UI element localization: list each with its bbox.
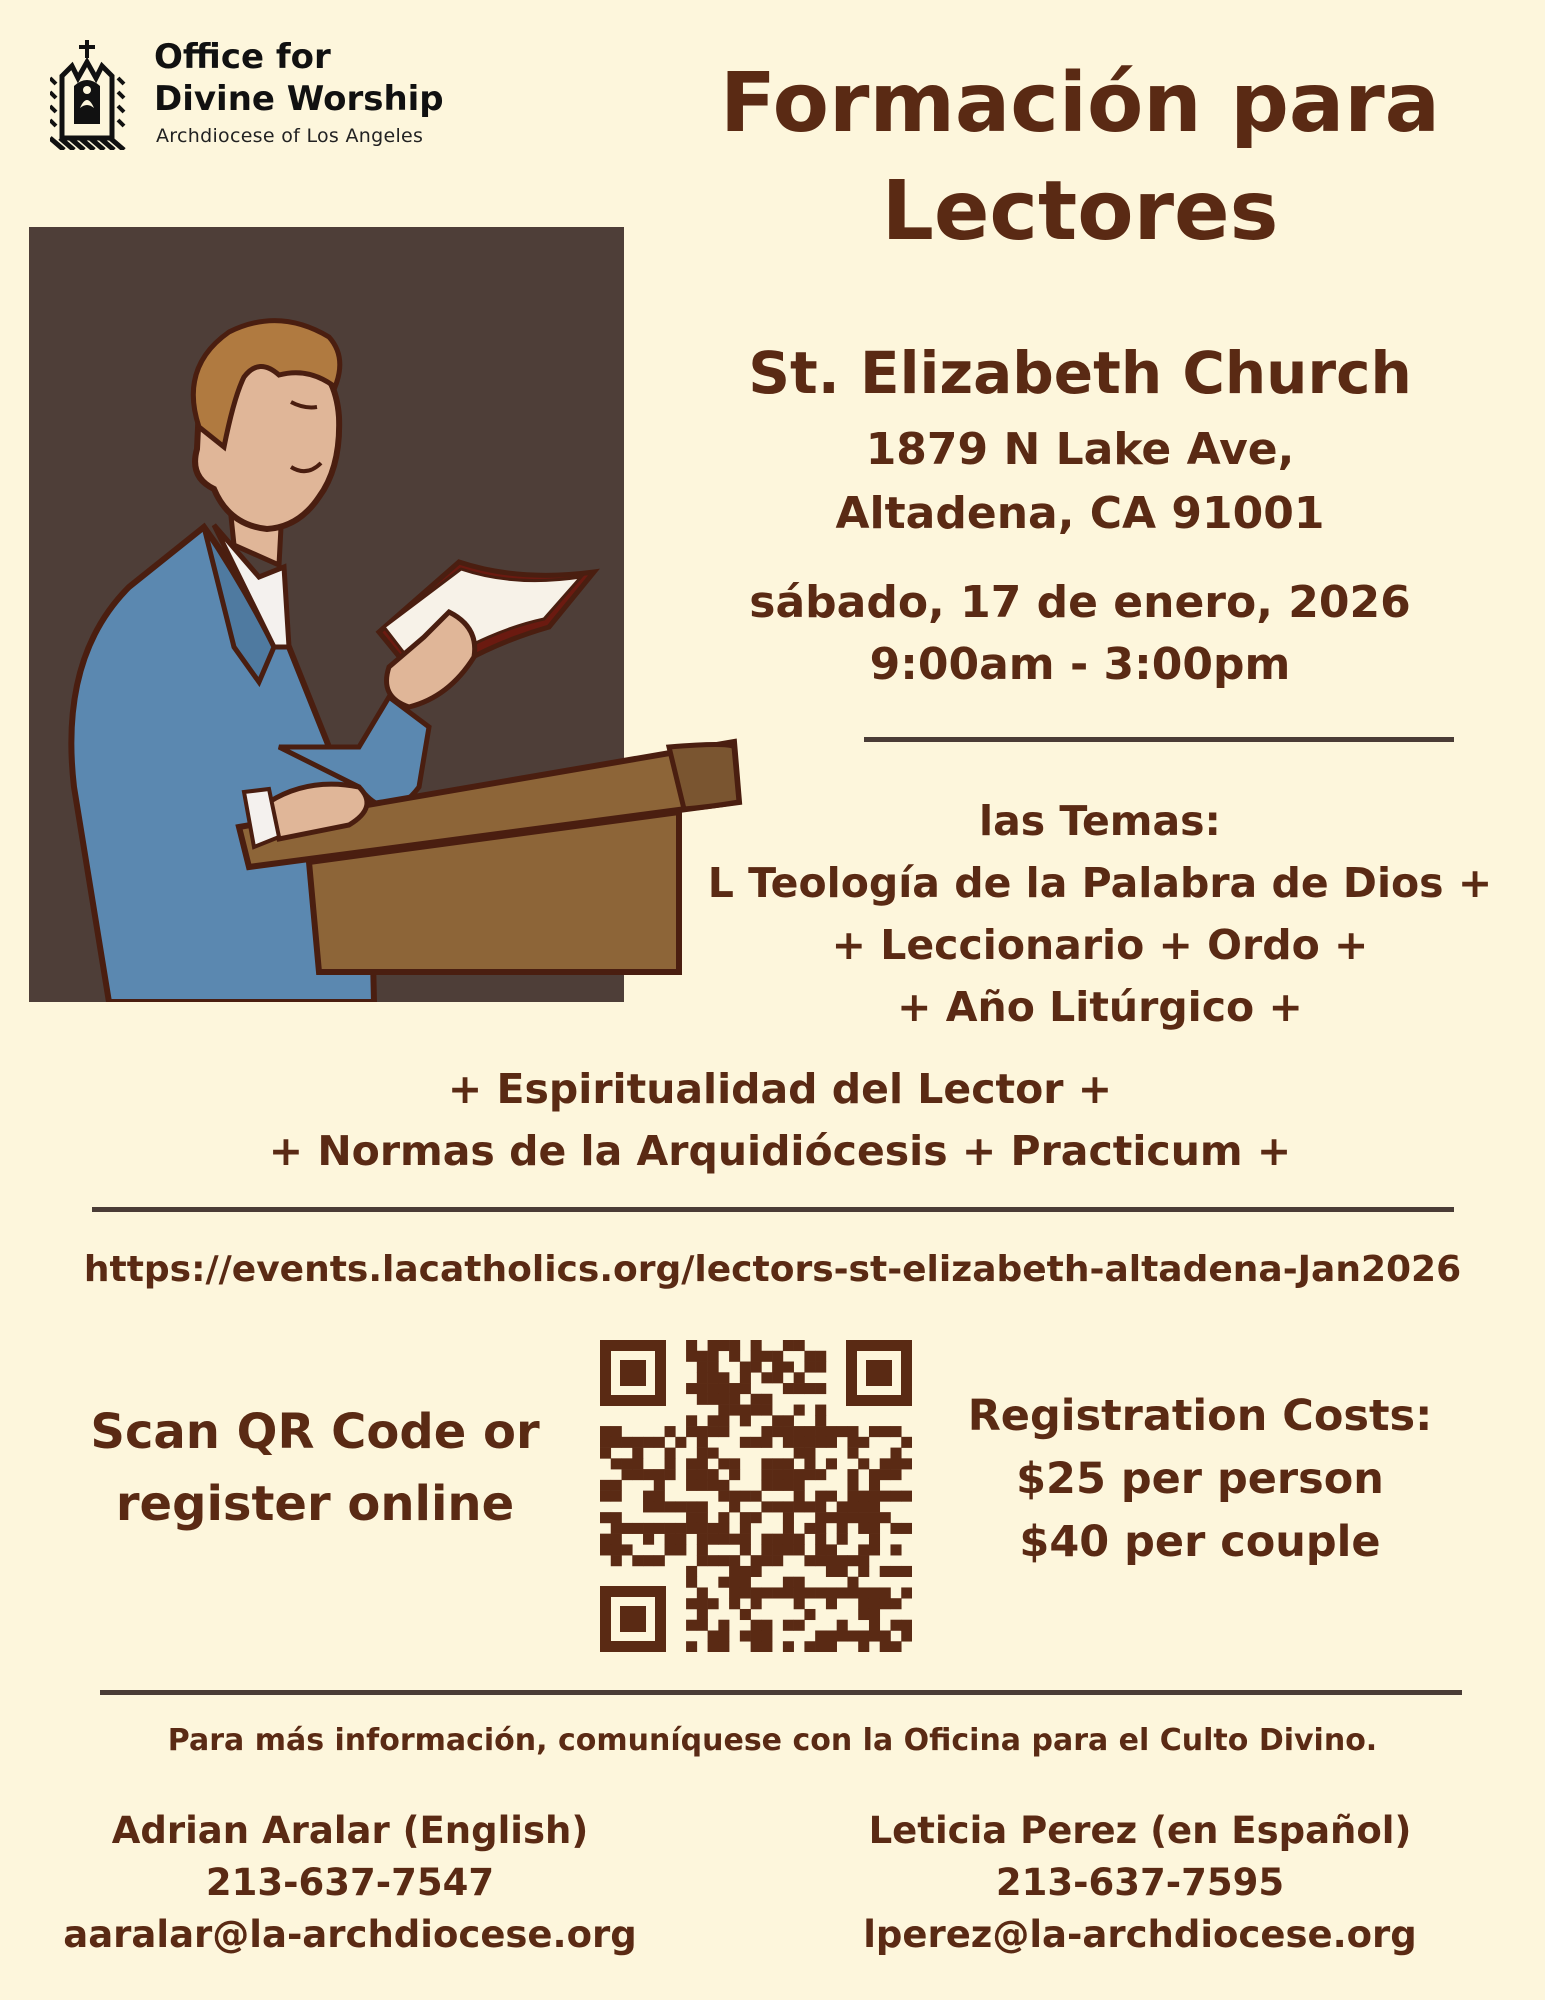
event-schedule — [700, 572, 1460, 696]
topics-list — [700, 790, 1500, 1038]
cost-per-person: $25 per person — [1016, 1454, 1384, 1504]
church-name: St. Elizabeth Church — [748, 339, 1412, 407]
contact-spanish — [820, 1805, 1460, 1961]
contact-name: Adrian Aralar (English) — [111, 1809, 589, 1852]
qr-code-icon[interactable] — [600, 1340, 912, 1652]
topics-list-continued — [180, 1058, 1380, 1182]
topic-line: + Año Litúrgico + — [897, 983, 1303, 1031]
topic-line: + Normas de la Arquidiócesis + Practicum + — [268, 1127, 1292, 1175]
divider — [100, 1690, 1462, 1695]
address-line1: 1879 N Lake Ave, — [865, 424, 1295, 475]
title-line2: Lectores — [881, 164, 1279, 259]
registration-costs — [930, 1385, 1470, 1574]
topic-line: L Teología de la Palabra de Dios + — [707, 859, 1493, 907]
contact-english — [60, 1805, 640, 1961]
cost-per-couple: $40 per couple — [1019, 1517, 1381, 1567]
topics-heading: las Temas: — [979, 797, 1221, 845]
office-title-line1: Office for — [154, 37, 331, 77]
contact-name: Leticia Perez (en Español) — [868, 1809, 1412, 1852]
divider — [864, 737, 1454, 742]
church-emblem-icon — [50, 38, 130, 150]
event-time: 9:00am - 3:00pm — [869, 639, 1291, 690]
divider — [92, 1207, 1454, 1212]
address-line2: Altadena, CA 91001 — [835, 488, 1325, 539]
costs-heading: Registration Costs: — [967, 1391, 1433, 1441]
register-instructions — [60, 1396, 570, 1540]
more-info-text: Para más información, comuníquese con la Oficina para el Culto Divino. — [167, 1723, 1378, 1758]
contact-email[interactable]: aaralar@la-archdiocese.org — [63, 1913, 637, 1956]
topic-line: + Leccionario + Ordo + — [831, 921, 1369, 969]
register-line1: Scan QR Code or — [90, 1404, 540, 1460]
title-line1: Formación para — [719, 56, 1441, 151]
archdiocese-name: Archdiocese of Los Angeles — [156, 125, 424, 147]
registration-url[interactable]: https://events.lacatholics.org/lectors-st-elizabeth-altadena-Jan2026 — [83, 1249, 1462, 1290]
topic-line: + Espiritualidad del Lector + — [447, 1065, 1113, 1113]
contact-phone[interactable]: 213-637-7595 — [995, 1861, 1285, 1904]
church-address — [700, 418, 1460, 546]
office-title — [154, 36, 444, 120]
event-date: sábado, 17 de enero, 2026 — [749, 577, 1411, 628]
lector-illustration — [29, 227, 799, 1002]
office-title-line2: Divine Worship — [154, 79, 444, 119]
contact-phone[interactable]: 213-637-7547 — [205, 1861, 495, 1904]
page-title — [690, 50, 1470, 266]
contact-email[interactable]: lperez@la-archdiocese.org — [863, 1913, 1417, 1956]
register-line2: register online — [115, 1476, 515, 1532]
